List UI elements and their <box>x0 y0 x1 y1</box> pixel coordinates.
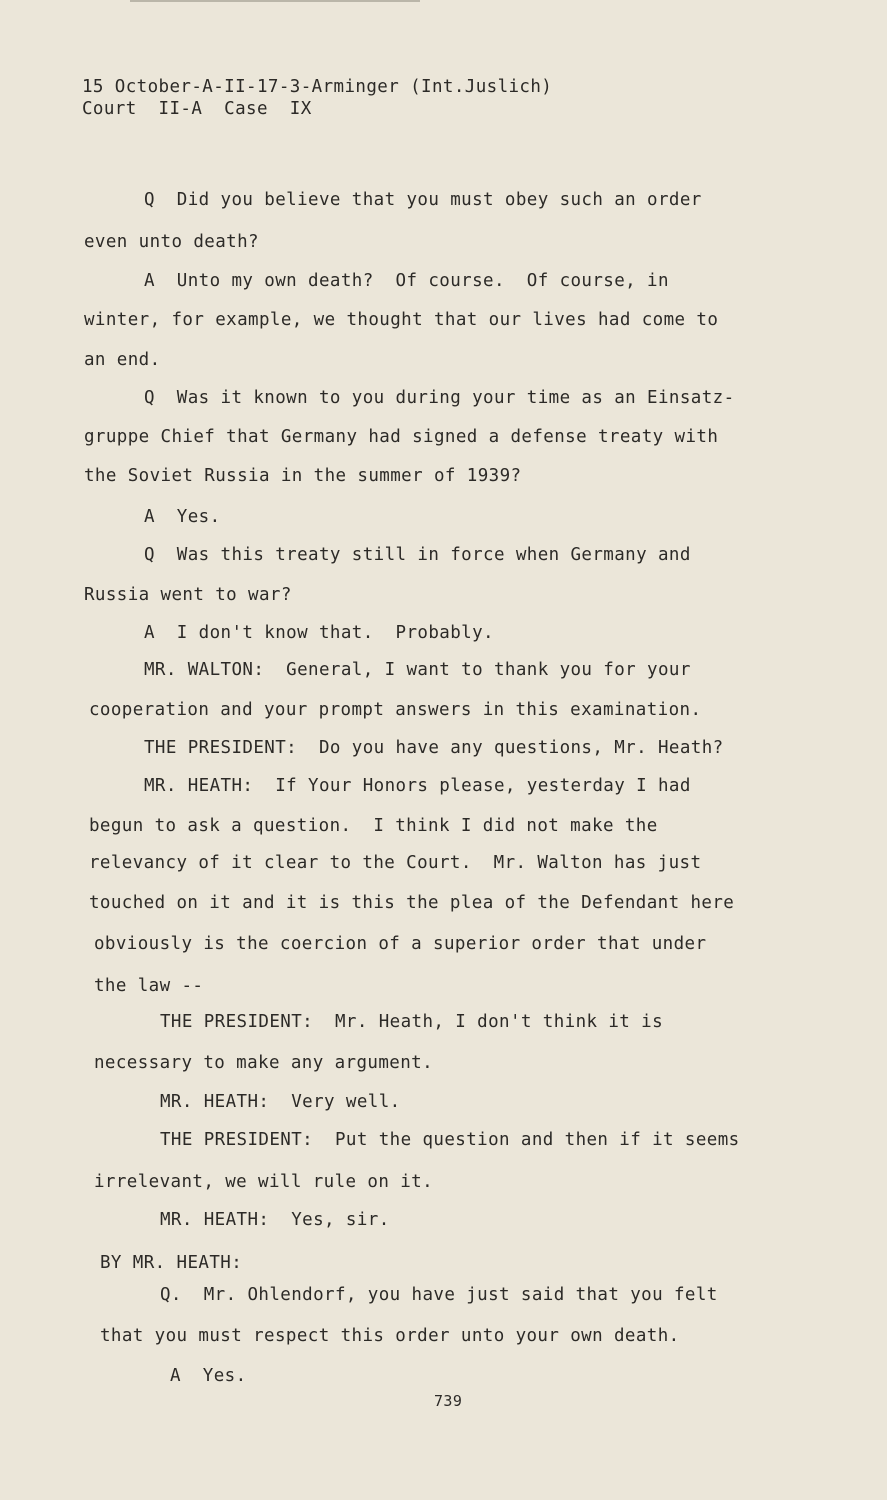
transcript-line: A Unto my own death? Of course. Of course, in <box>144 271 669 291</box>
transcript-line: THE PRESIDENT: Mr. Heath, I don't think it is <box>160 1012 664 1032</box>
transcript-line: A I don't know that. Probably. <box>144 623 494 643</box>
header-line-2: Court II-A Case IX <box>82 99 312 119</box>
transcript-line: Q Was this treaty still in force when Germany and <box>144 545 691 565</box>
transcript-line: A Yes. <box>144 507 221 527</box>
transcript-line: that you must respect this order unto your own death. <box>100 1326 680 1346</box>
transcript-line: touched on it and it is this the plea of the Defendant here <box>89 893 735 913</box>
transcript-line: even unto death? <box>84 232 259 252</box>
transcript-line: irrelevant, we will rule on it. <box>94 1172 434 1192</box>
transcript-line: Russia went to war? <box>84 585 292 605</box>
transcript-line: THE PRESIDENT: Do you have any questions, Mr. Heath? <box>144 738 724 758</box>
transcript-line: begun to ask a question. I think I did not make the <box>89 816 658 836</box>
header-line-1: 15 October-A-II-17-3-Arminger (Int.Juslich) <box>82 77 553 97</box>
transcript-line: gruppe Chief that Germany had signed a defense treaty with <box>84 427 719 447</box>
transcript-line: cooperation and your prompt answers in this examination. <box>89 700 702 720</box>
transcript-line: Q Did you believe that you must obey such an order <box>144 190 702 210</box>
transcript-line: A Yes. <box>170 1366 247 1386</box>
transcript-line: winter, for example, we thought that our lives had come to <box>84 310 719 330</box>
transcript-line: an end. <box>84 350 161 370</box>
page-top-edge <box>130 0 420 2</box>
transcript-line: THE PRESIDENT: Put the question and then if it seems <box>160 1130 740 1150</box>
transcript-line: BY MR. HEATH: <box>100 1253 243 1273</box>
transcript-line: the Soviet Russia in the summer of 1939? <box>84 466 522 486</box>
transcript-line: obviously is the coercion of a superior order that under <box>94 934 707 954</box>
transcript-line: MR. WALTON: General, I want to thank you for your <box>144 660 691 680</box>
page-number: 739 <box>434 1392 463 1410</box>
transcript-line: relevancy of it clear to the Court. Mr. Walton has just <box>89 853 702 873</box>
transcript-line: Q. Mr. Ohlendorf, you have just said that you felt <box>160 1285 718 1305</box>
document-header <box>82 76 552 120</box>
transcript-line: the law -- <box>94 976 204 996</box>
transcript-line: necessary to make any argument. <box>94 1053 434 1073</box>
transcript-line: MR. HEATH: Yes, sir. <box>160 1210 390 1230</box>
transcript-line: MR. HEATH: If Your Honors please, yesterday I had <box>144 776 691 796</box>
transcript-line: Q Was it known to you during your time as an Einsatz- <box>144 388 735 408</box>
transcript-line: MR. HEATH: Very well. <box>160 1092 401 1112</box>
